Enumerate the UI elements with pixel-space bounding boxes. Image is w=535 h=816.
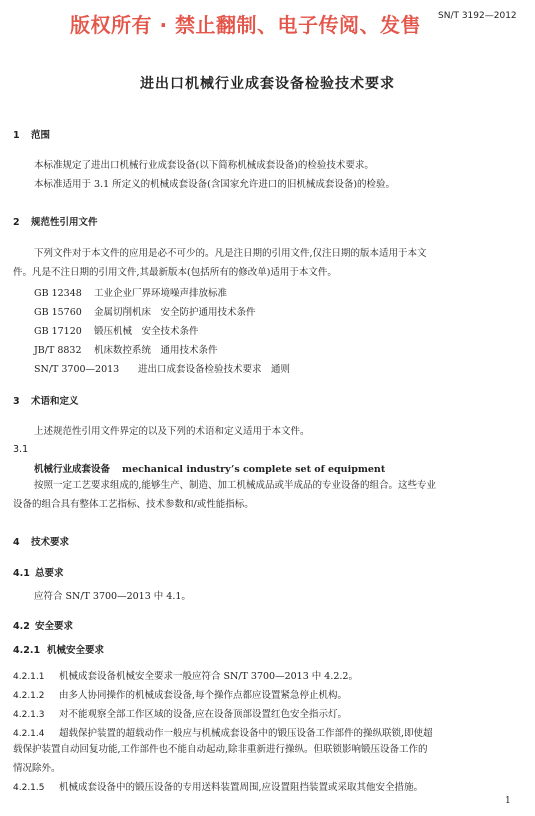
term-definition: 按照一定工艺要求组成的,能够生产、制造、加工机械成品或半成品的专业设备的组合。这些专业 — [34, 480, 437, 491]
clause-text: 对不能观察全部工作区域的设备,应在设备顶部设置红色安全指示灯。 — [59, 709, 348, 720]
section-title: 技术要求 — [31, 537, 70, 548]
section-1-heading — [13, 127, 50, 141]
paragraph: 下列文件对于本文件的应用是必不可少的。凡是注日期的引用文件,仅注日期的版本适用于本文 — [34, 248, 427, 259]
term-number: 3.1 — [13, 444, 29, 455]
reference-title: 进出口成套设备检验技术要求 通则 — [138, 364, 291, 375]
section-title: 机械安全要求 — [47, 645, 105, 656]
paragraph: 上述规范性引用文件界定的以及下列的术语和定义适用于本文件。 — [34, 426, 310, 437]
reference-title: 金属切削机床 安全防护通用技术条件 — [94, 307, 256, 318]
clause-number: 4.2.1.4 — [13, 729, 45, 739]
reference-title: 锻压机械 安全技术条件 — [94, 326, 199, 337]
clause-4-2-1-2 — [13, 687, 347, 701]
reference-item — [34, 304, 256, 318]
clause-text-continued: 载保护装置自动回复功能,工作部件也不能自动起动,除非重新进行操纵。但联锁影响锻压设备工作的 — [13, 744, 428, 755]
subsection-4-1-heading — [13, 565, 64, 579]
subsection-4-2-heading — [13, 618, 73, 632]
document-title: 进出口机械行业成套设备检验技术要求 — [140, 76, 395, 92]
reference-code: SN/T 3700—2013 — [34, 364, 120, 375]
clause-text: 超载保护装置的超载动作一般应与机械成套设备中的锻压设备工作部件的操纵联锁,即使超 — [59, 728, 433, 739]
clause-4-2-1-5 — [13, 779, 423, 793]
section-number: 1 — [13, 130, 20, 141]
reference-code: GB 15760 — [34, 307, 82, 318]
section-title: 安全要求 — [35, 621, 74, 632]
reference-code: JB/T 8832 — [34, 345, 82, 356]
subsection-4-2-1-heading — [13, 642, 104, 656]
reference-title: 工业企业厂界环境噪声排放标准 — [94, 288, 228, 299]
clause-4-2-1-4 — [13, 725, 433, 739]
clause-number: 4.2.1.5 — [13, 783, 45, 793]
reference-code: GB 17120 — [34, 326, 82, 337]
term-chinese: 机械行业成套设备 — [34, 464, 111, 475]
clause-text-continued: 情况除外。 — [13, 763, 61, 774]
clause-number: 4.2.1.1 — [13, 672, 45, 682]
reference-item — [34, 323, 199, 337]
paragraph: 本标准规定了进出口机械行业成套设备(以下简称机械成套设备)的检验技术要求。 — [34, 160, 374, 171]
term-english: mechanical industry’s complete set of equipment — [122, 464, 386, 475]
section-3-heading — [13, 393, 79, 407]
clause-text: 机械成套设备机械安全要求一般应符合 SN/T 3700—2013 中 4.2.2。 — [59, 671, 358, 682]
term-definition: 设备的组合具有整体工艺指标、技术参数和/或性能指标。 — [13, 499, 254, 510]
section-number: 4.1 — [13, 568, 30, 579]
document-number: SN/T 3192—2012 — [438, 11, 517, 21]
section-number: 3 — [13, 396, 20, 407]
copyright-watermark: 版权所有 · 禁止翻制、电子传阅、发售 — [70, 13, 422, 37]
paragraph: 应符合 SN/T 3700—2013 中 4.1。 — [34, 591, 191, 602]
clause-text: 由多人协同操作的机械成套设备,每个操作点都应设置紧急停止机构。 — [59, 690, 348, 701]
reference-item — [34, 361, 290, 375]
paragraph: 件。凡是不注日期的引用文件,其最新版本(包括所有的修改单)适用于本文件。 — [13, 267, 337, 278]
section-number: 4.2.1 — [13, 645, 41, 656]
paragraph: 本标准适用于 3.1 所定义的机械成套设备(含国家允许进口的旧机械成套设备)的检验。 — [34, 179, 396, 190]
section-2-heading — [13, 214, 98, 228]
clause-number: 4.2.1.2 — [13, 691, 45, 701]
reference-item — [34, 342, 218, 356]
term-entry — [34, 461, 385, 475]
section-title: 范围 — [31, 130, 51, 141]
page-number: 1 — [505, 796, 511, 806]
reference-item — [34, 285, 227, 299]
clause-number: 4.2.1.3 — [13, 710, 45, 720]
section-4-heading — [13, 534, 69, 548]
clause-text: 机械成套设备中的锻压设备的专用送料装置周围,应设置阻挡装置或采取其他安全措施。 — [59, 782, 424, 793]
clause-4-2-1-1 — [13, 668, 358, 682]
section-number: 4 — [13, 537, 20, 548]
section-number: 2 — [13, 217, 20, 228]
clause-4-2-1-3 — [13, 706, 347, 720]
section-title: 规范性引用文件 — [31, 217, 98, 228]
reference-code: GB 12348 — [34, 288, 82, 299]
reference-title: 机床数控系统 通用技术条件 — [94, 345, 218, 356]
section-title: 总要求 — [35, 568, 64, 579]
section-title: 术语和定义 — [31, 396, 79, 407]
section-number: 4.2 — [13, 621, 30, 632]
